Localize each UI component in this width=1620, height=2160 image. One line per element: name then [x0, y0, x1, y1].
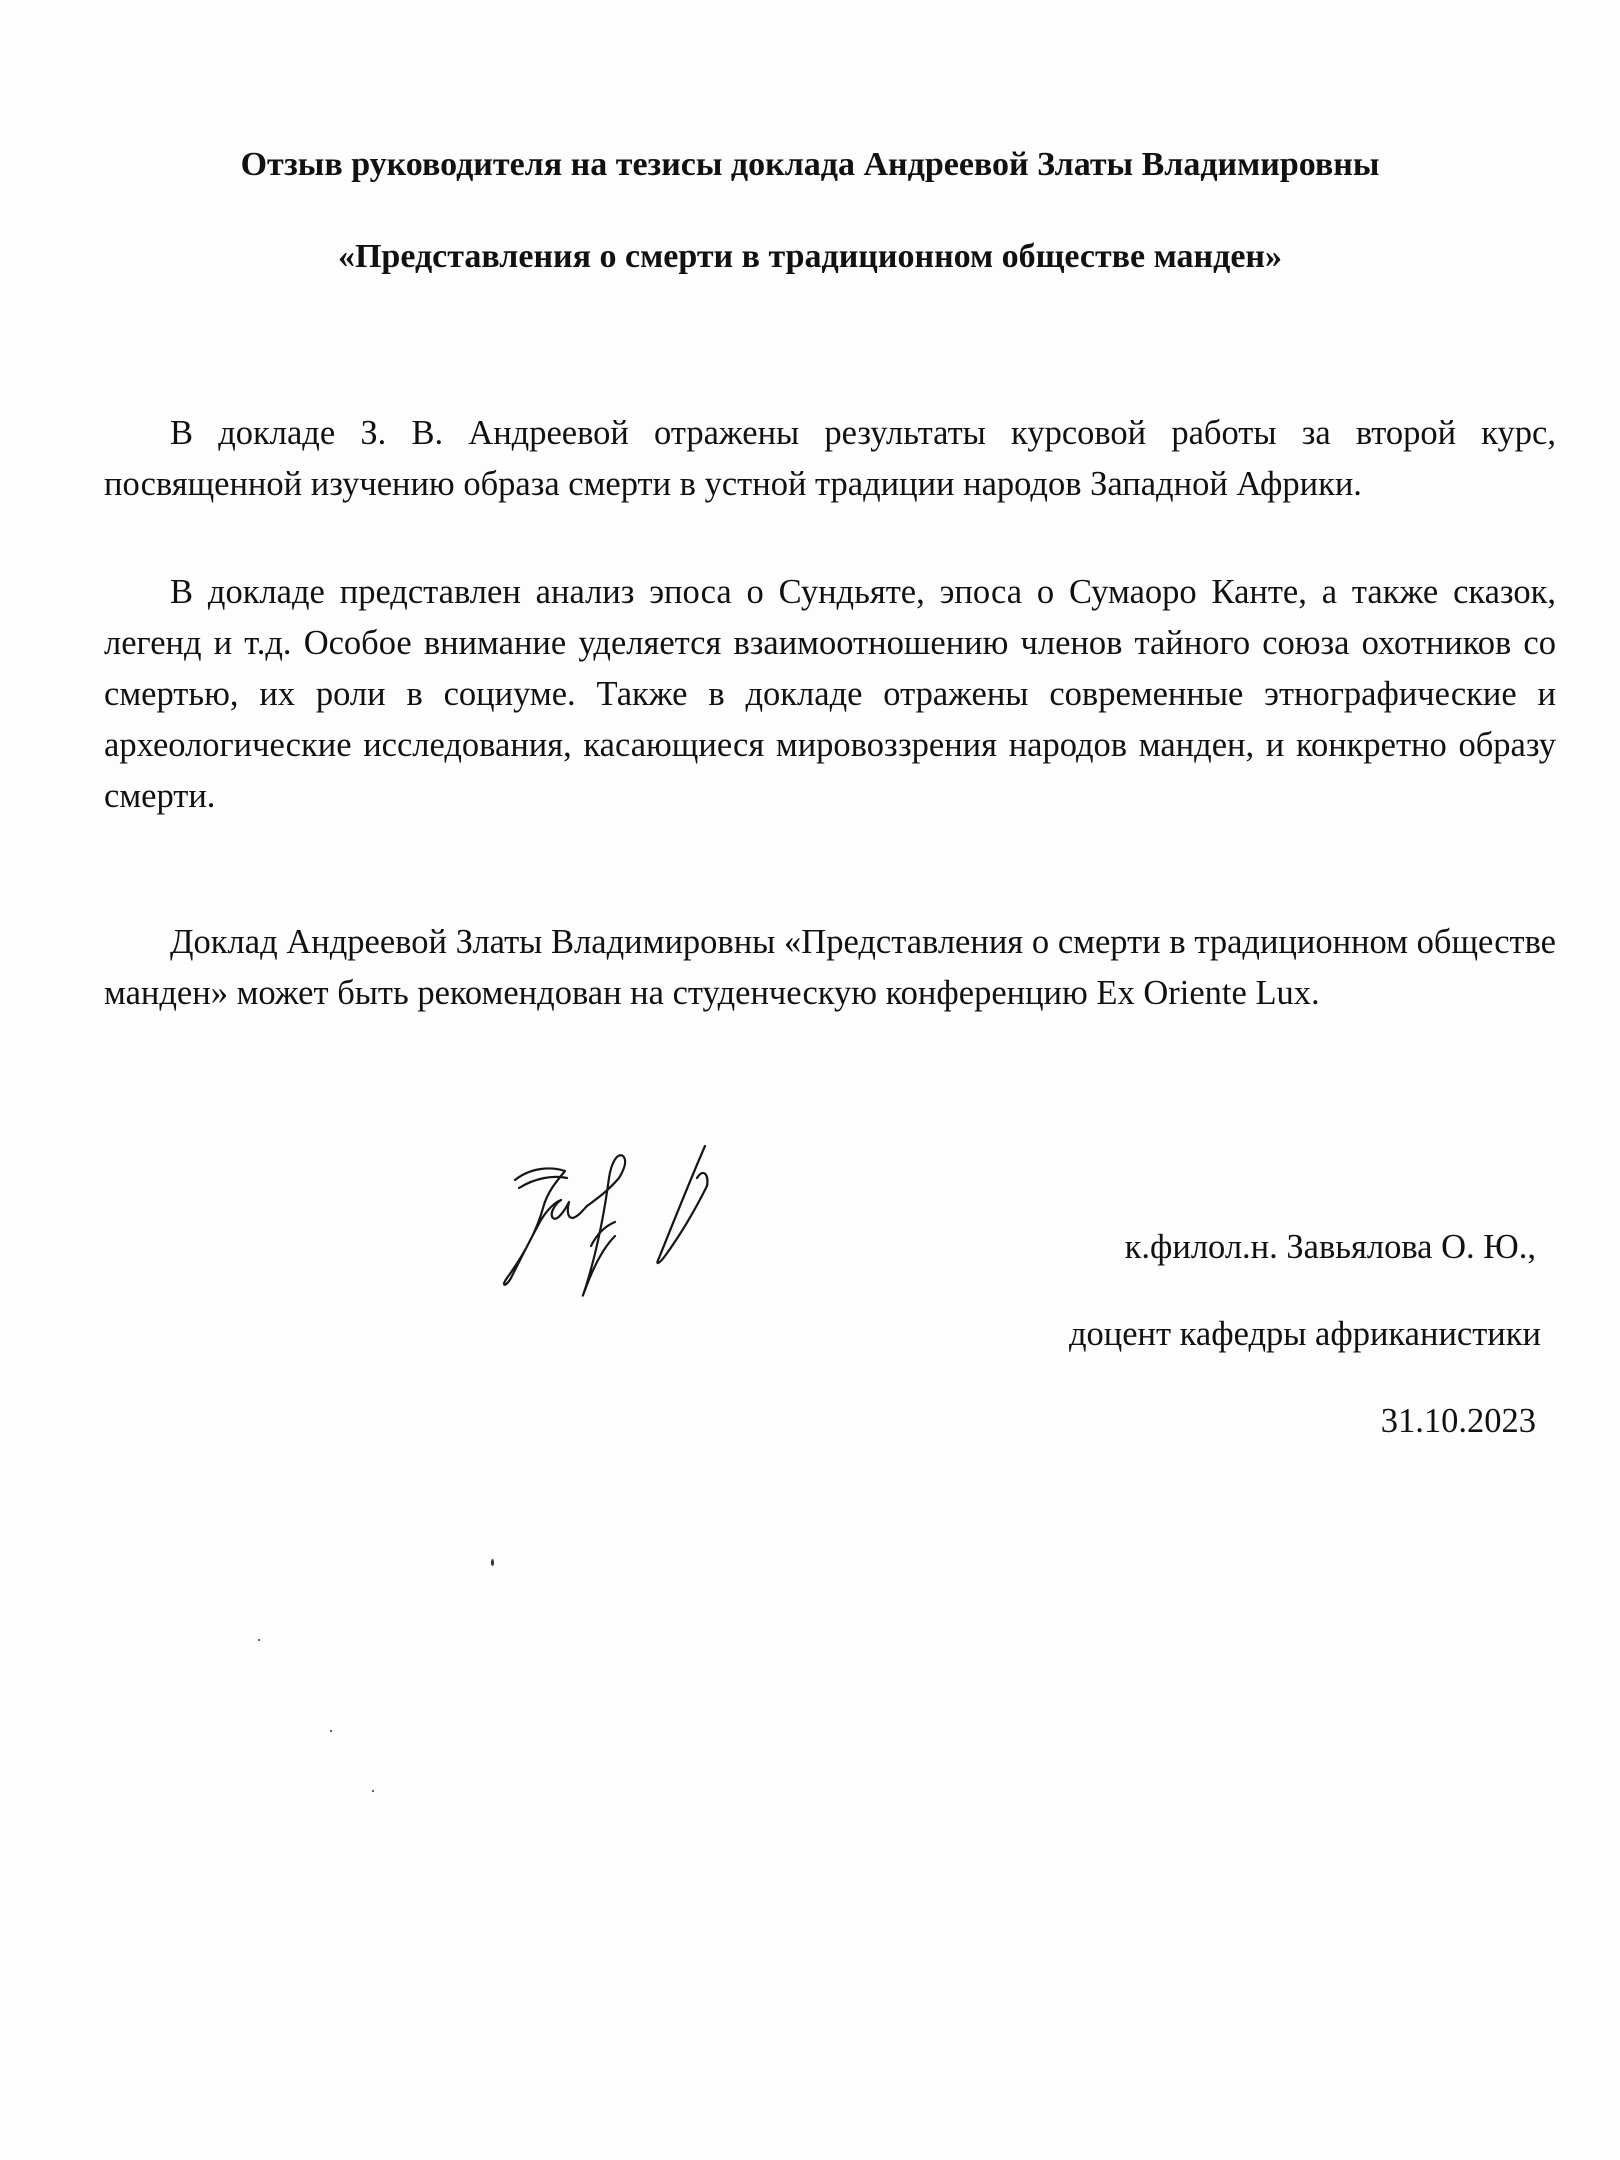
- scan-speck: [491, 1559, 494, 1566]
- scan-speck: [372, 1790, 374, 1792]
- paragraph-1: В докладе З. В. Андреевой отражены результаты курсовой работы за второй курс, посвященной изучению образа смерти в устной традиции народов Западной Африки.: [104, 414, 1556, 503]
- handwritten-signature: [495, 1138, 765, 1318]
- scan-speck: [258, 1639, 260, 1641]
- paragraph-2: В докладе представлен анализ эпоса о Сундьяте, эпоса о Сумаоро Канте, а также сказок, легенд и т.д. Особое внимание уделяется взаимоотношению членов тайного союза охотников со смертью, их роли в социуме. Также в докладе отражены современные этнографические и археологические исследования, касающиеся мировоззрения народов манден, и конкретно образу смерти.: [104, 573, 1556, 815]
- signatory-name: к.филол.н. Завьялова О. Ю.,: [1124, 1228, 1536, 1266]
- document-date: 31.10.2023: [1380, 1402, 1536, 1440]
- document-subtitle: «Представления о смерти в традиционном обществе манден»: [337, 238, 1283, 275]
- document-title: Отзыв руководителя на тезисы доклада Андреевой Златы Владимировны: [240, 146, 1380, 183]
- signatory-position: доцент кафедры африканистики: [1068, 1315, 1541, 1353]
- paragraph-3: Доклад Андреевой Златы Владимировны «Представления о смерти в традиционном обществе манден» может быть рекомендован на студенческую конференцию Ex Oriente Lux.: [104, 923, 1556, 1012]
- scan-speck: [330, 1730, 332, 1732]
